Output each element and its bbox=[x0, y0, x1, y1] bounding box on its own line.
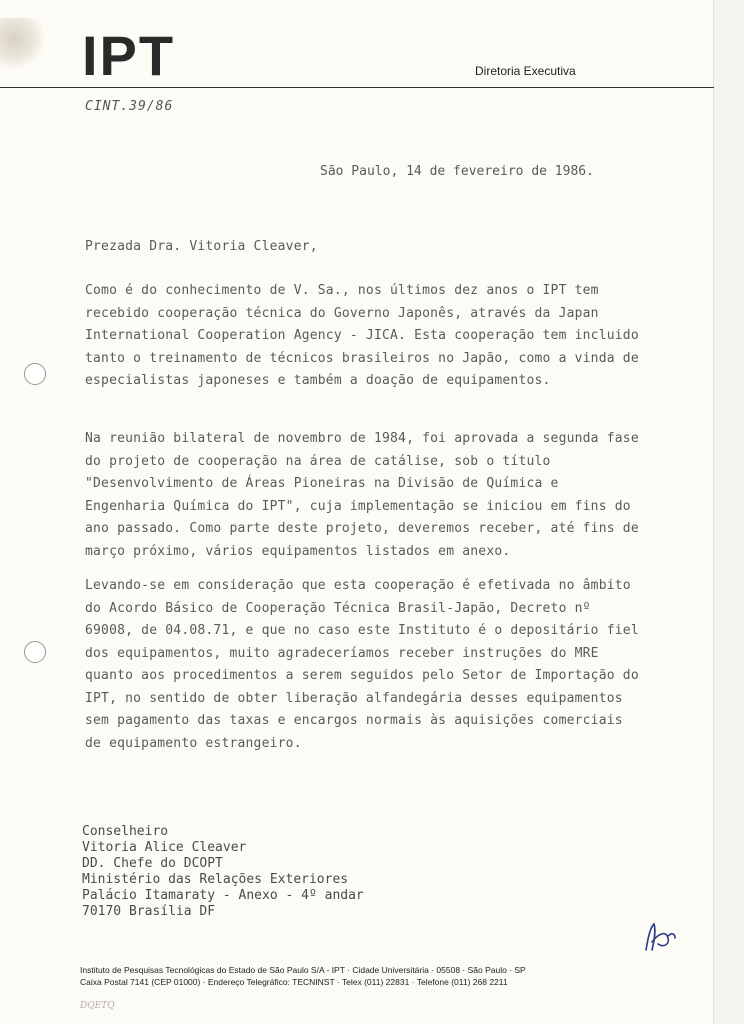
punch-hole bbox=[24, 641, 46, 663]
ipt-logo: IPT bbox=[82, 24, 176, 87]
recipient-address bbox=[82, 824, 364, 920]
torn-corner bbox=[0, 18, 46, 70]
address-line: 70170 Brasília DF bbox=[82, 904, 216, 919]
handwritten-initials-icon bbox=[642, 920, 678, 954]
reference-number: CINT.39/86 bbox=[85, 99, 174, 114]
paragraph-3: Levando-se em consideração que esta cooperação é efetivada no âmbito do Acordo Básico de Cooperação Técnica Brasil-Japão, Decreto nº 69008, de 04.08.71, e que no caso este Instituto é o depositário fiel dos equipamentos, muito agradeceríamos receber instruções do MRE quanto aos procedimentos a serem seguidos pelo Setor de Importação do IPT, no sentido de obter liberação alfandegária desses equipamentos sem pagamento das taxas e encargos normais às aquisições comerciais de equipamento estrangeiro. bbox=[85, 578, 639, 751]
department-label: Diretoria Executiva bbox=[475, 64, 576, 78]
address-line: Conselheiro bbox=[82, 824, 169, 839]
footer-line-1: Instituto de Pesquisas Tecnológicas do Estado de São Paulo S/A - IPT · Cidade Universitária · 05508 · São Paulo · SP bbox=[80, 965, 526, 975]
address-line: Vitoria Alice Cleaver bbox=[82, 840, 247, 855]
footer bbox=[80, 964, 526, 988]
date-line: São Paulo, 14 de fevereiro de 1986. bbox=[320, 164, 594, 179]
salutation: Prezada Dra. Vitoria Cleaver, bbox=[85, 239, 318, 254]
address-line: Palácio Itamaraty - Anexo - 4º andar bbox=[82, 888, 364, 903]
paragraph-1: Como é do conhecimento de V. Sa., nos últimos dez anos o IPT tem recebido cooperação técnica do Governo Japonês, através da Japan International Cooperation Agency - JICA. Esta cooperação tem incluido tanto o treinamento de técnicos brasileiros no Japão, como a vinda de especialistas japoneses e também a doação de equipamentos. bbox=[85, 283, 639, 388]
page-edge bbox=[713, 0, 744, 1024]
address-line: Ministério das Relações Exteriores bbox=[82, 872, 349, 887]
header-divider bbox=[0, 87, 714, 88]
paragraph-2: Na reunião bilateral de novembro de 1984, foi aprovada a segunda fase do projeto de cooperação na área de catálise, sob o título "Desenvolvimento de Áreas Pioneiras na Divisão de Química e Engenharia Química do IPT", cuja implementação se iniciou em fins do ano passado. Como parte deste projeto, deveremos receber, até fins de março próximo, vários equipamentos listados em anexo. bbox=[85, 431, 639, 559]
punch-hole bbox=[24, 363, 46, 385]
address-line: DD. Chefe do DCOPT bbox=[82, 856, 223, 871]
faint-stamp: DQETQ bbox=[80, 1001, 115, 1011]
footer-line-2: Caixa Postal 7141 (CEP 01000) · Endereço Telegráfico: TECNINST · Telex (011) 22831 · Telefone (011) 268 2211 bbox=[80, 977, 508, 987]
